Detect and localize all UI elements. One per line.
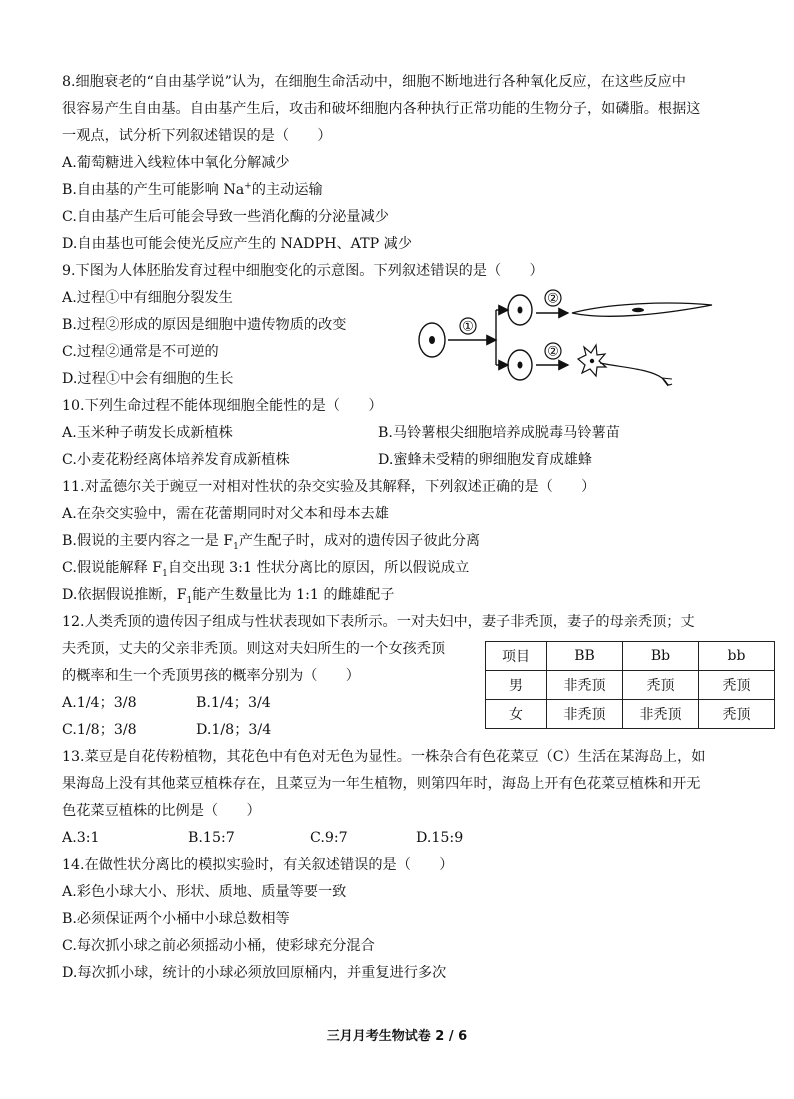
baldness-genotype-table	[485, 641, 775, 729]
q11-option-c: C.假说能解释 $F_1$自交出现 3:1 性状分离比的原因，所以假说成立	[62, 560, 470, 579]
q11-stem: 11.对孟德尔关于豌豆一对相对性状的杂交实验及其解释，下列叙述正确的是（ ）	[62, 479, 596, 495]
table-row	[486, 671, 775, 700]
q11-option-a: A.在杂交实验中，需在花蕾期同时对父本和母本去雄	[62, 506, 389, 522]
q11-option-d: D.依据假说推断，$F_1$能产生数量比为 1:1 的雌雄配子	[62, 587, 395, 606]
muscle-cell-icon	[572, 303, 712, 316]
q8-stem-line2: 很容易产生自由基。自由基产生后，攻击和破坏细胞内各种执行正常功能的生物分子，如磷脂。根据这	[62, 101, 701, 117]
q13-stem-line1: 13.菜豆是自花传粉植物，其花色中有色对无色为显性。一株杂合有色花菜豆（C）生活在某海岛上，如	[62, 749, 706, 765]
cell-differentiation-diagram	[410, 283, 740, 393]
table-header-cell: BB	[547, 642, 623, 671]
neuron-icon	[578, 345, 672, 386]
q9-option-d: D.过程①中会有细胞的生长	[62, 371, 234, 387]
q8-option-b: B.自由基的产生可能影响 Na+的主动运输	[62, 181, 323, 198]
original-cell-icon	[419, 323, 445, 357]
table-header-row	[486, 642, 775, 671]
q10-option-a: A.玉米种子萌发长成新植株	[62, 425, 233, 441]
process-2-label-lower: ②	[547, 344, 559, 360]
q8-option-c: C.自由基产生后可能会导致一些消化酶的分泌量减少	[62, 209, 389, 225]
q12-option-c: C.1/8；3/8	[62, 722, 137, 738]
q8-option-a: A.葡萄糖进入线粒体中氧化分解减少	[62, 155, 290, 171]
q9-option-b: B.过程②形成的原因是细胞中遗传物质的改变	[62, 317, 347, 333]
q13-stem-line2: 果海岛上没有其他菜豆植株存在，且菜豆为一年生植物，则第四年时，海岛上开有色花菜豆植株和开无	[62, 776, 701, 792]
q12-stem-line2: 夫秃顶，丈夫的父亲非秃顶。则这对夫妇所生的一个女孩秃顶	[62, 641, 446, 657]
q10-option-c: C.小麦花粉经离体培养发育成新植株	[62, 452, 290, 468]
q12-option-d: D.1/8；3/4	[196, 722, 272, 738]
table-header-cell: bb	[699, 642, 775, 671]
q14-option-a: A.彩色小球大小、形状、质地、质量等要一致	[62, 884, 347, 900]
q11-option-b: B.假说的主要内容之一是 $F_1$产生配子时，成对的遗传因子彼此分离	[62, 533, 481, 552]
table-header-cell: Bb	[623, 642, 699, 671]
q10-option-b: B.马铃薯根尖细胞培养成脱毒马铃薯苗	[378, 425, 620, 441]
q13-option-d: D.15:9	[416, 830, 464, 846]
q12-stem-line1: 12.人类秃顶的遗传因子组成与性状表现如下表所示。一对夫妇中，妻子非秃顶，妻子的母亲秃顶；丈	[62, 614, 695, 630]
table-cell: 非秃顶	[623, 700, 699, 729]
upper-cell-icon	[508, 295, 532, 325]
q14-option-d: D.每次抓小球，统计的小球必须放回原桶内，并重复进行多次	[62, 965, 447, 981]
q13-option-b: B.15:7	[188, 830, 235, 846]
table-header-cell: 项目	[486, 642, 547, 671]
table-cell: 男	[486, 671, 547, 700]
q9-option-a: A.过程①中有细胞分裂发生	[62, 290, 233, 306]
table-row	[486, 700, 775, 729]
page-footer: 三月月考生物试卷 2 / 6	[326, 1029, 468, 1044]
q14-stem: 14.在做性状分离比的模拟实验时，有关叙述错误的是（ ）	[62, 857, 454, 873]
q13-option-a: A.3:1	[62, 830, 100, 846]
table-cell: 秃顶	[699, 671, 775, 700]
table-cell: 非秃顶	[547, 700, 623, 729]
q8-stem-line1: 8.细胞衰老的“自由基学说”认为，在细胞生命活动中，细胞不断地进行各种氧化反应，在这些反应中	[62, 74, 686, 90]
q12-option-a: A.1/4；3/8	[62, 695, 137, 711]
q9-option-c: C.过程②通常是不可逆的	[62, 344, 219, 360]
process-1-label: ①	[462, 319, 474, 335]
lower-cell-icon	[508, 350, 532, 380]
q10-option-d: D.蜜蜂未受精的卵细胞发育成雄蜂	[378, 452, 593, 468]
q14-option-c: C.每次抓小球之前必须摇动小桶，使彩球充分混合	[62, 938, 375, 954]
q12-option-b: B.1/4；3/4	[196, 695, 271, 711]
q14-option-b: B.必须保证两个小桶中小球总数相等	[62, 911, 290, 927]
q10-stem: 10.下列生命过程不能体现细胞全能性的是（ ）	[62, 398, 383, 414]
q9-stem: 9.下图为人体胚胎发育过程中细胞变化的示意图。下列叙述错误的是（ ）	[62, 263, 544, 279]
table-cell: 女	[486, 700, 547, 729]
q12-stem-line3: 的概率和生一个秃顶男孩的概率分别为（ ）	[62, 668, 360, 684]
q13-stem-line3: 色花菜豆植株的比例是（ ）	[62, 803, 261, 819]
q13-option-c: C.9:7	[310, 830, 348, 846]
table-cell: 秃顶	[699, 700, 775, 729]
table-cell: 非秃顶	[547, 671, 623, 700]
table-cell: 秃顶	[623, 671, 699, 700]
q8-option-d: D.自由基也可能会使光反应产生的 NADPH、ATP 减少	[62, 236, 413, 252]
process-2-label-upper: ②	[547, 291, 559, 307]
q8-stem-line3: 一观点，试分析下列叙述错误的是（ ）	[62, 128, 332, 144]
